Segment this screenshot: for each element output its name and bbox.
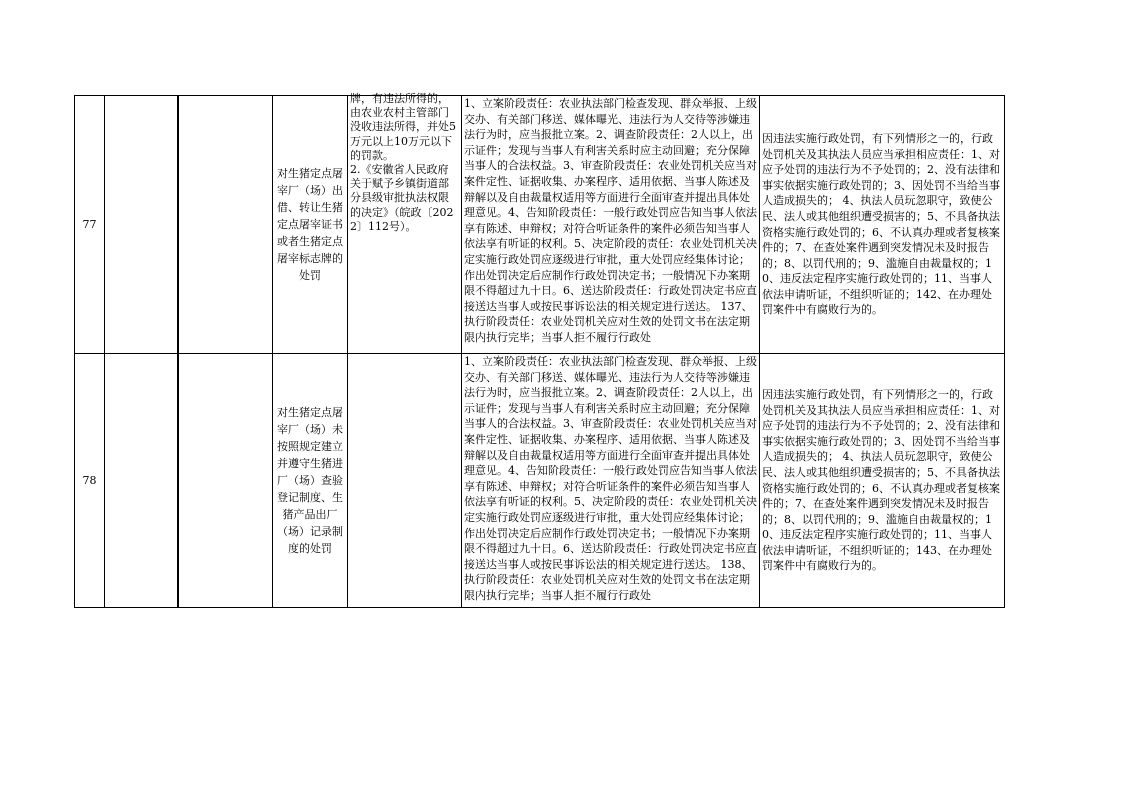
table-row [75, 354, 1005, 608]
legal-basis-cell[interactable] [348, 354, 462, 608]
table-row [75, 96, 1005, 354]
responsibility-text: 1、立案阶段责任：农业执法部门检查发现、群众举报、上级交办、有关部门移送、媒体曝光、违法行为人交待等涉嫌违法行为时，应当报批立案。2、调查阶段责任：2人以上，出示证件；发现与当事人有利害关系时应主动回避；充分保障当事人的合法权益。3、审查阶段责任：农业处罚机关应当对案件定性、证据收集、办案程序、适用依据、当事人陈述及辩解以及自由裁量权适用等方面进行全面审查并提出具体处理意见。4、告知阶段责任：一般行政处罚应告知当事人依法享有陈述、申辩权；对符合听证条件的案件必须告知当事人依法享有听证的权利。5、决定阶段的责任：农业处罚机关决定实施行政处罚应逐级进行审批，重大处罚应经集体讨论；作出处罚决定后应制作行政处罚决定书；一般情况下办案期限不得超过九十日。6、送达阶段责任：行政处罚决定书应直接送达当事人或按民事诉讼法的相关规定进行送达。 138、执行阶段责任：农业处罚机关应对生效的处罚文书在法定期限内执行完毕；当事人拒不履行行政处 [464, 355, 757, 602]
row-number-cell[interactable] [75, 96, 105, 354]
accountability-text: 因违法实施行政处罚，有下列情形之一的，行政处罚机关及其执法人员应当承担相应责任：1、对应予处罚的违法行为不予处罚的；2、没有法律和事实依据实施行政处罚的；3、因处罚不当给当事人造成损失的； 4、执法人员玩忽职守，致使公民、法人或其他组织遭受损害的；5、不具备执法资格实施行政处罚的；6、不认真办理或者复核案件的；7、在查处案件遇到突发情况未及时报告的；8、以罚代刑的；9、滥施自由裁量权的；10、违反法定程序实施行政处罚的；11、当事人依法申请听证，不组织听证的；142、在办理处罚案件中有腐败行为的。 [762, 131, 1000, 317]
responsibility-cell[interactable] [462, 96, 760, 354]
responsibility-cell[interactable] [462, 354, 760, 608]
item-name: 对生猪定点屠宰厂（场）未按照规定建立并遵守生猪进厂（场）查验登记制度、生猪产品出厂（场）记录制度的处罚 [277, 406, 343, 555]
legal-basis-cell[interactable] [348, 92, 462, 354]
accountability-cell[interactable] [760, 96, 1005, 354]
row-number: 78 [82, 474, 97, 487]
penalty-table [74, 92, 1005, 608]
accountability-cell[interactable] [760, 354, 1005, 608]
empty-cell[interactable] [105, 354, 179, 608]
row-number: 77 [82, 218, 97, 231]
item-name-cell[interactable] [273, 96, 348, 354]
empty-cell[interactable] [178, 96, 273, 354]
item-name-cell[interactable] [273, 354, 348, 608]
row-number-cell[interactable] [75, 354, 105, 608]
accountability-text: 因违法实施行政处罚，有下列情形之一的，行政处罚机关及其执法人员应当承担相应责任：1、对应予处罚的违法行为不予处罚的；2、没有法律和事实依据实施行政处罚的；3、因处罚不当给当事人造成损失的； 4、执法人员玩忽职守，致使公民、法人或其他组织遭受损害的；5、不具备执法资格实施行政处罚的；6、不认真办理或者复核案件的；7、在查处案件遇到突发情况未及时报告的；8、以罚代刑的；9、滥施自由裁量权的；10、违反法定程序实施行政处罚的；11、当事人依法申请听证，不组织听证的；143、在办理处罚案件中有腐败行为的。 [762, 387, 1000, 573]
empty-cell[interactable] [105, 96, 179, 354]
item-name: 对生猪定点屠宰厂（场）出借、转让生猪定点屠宰证书或者生猪定点屠宰标志牌的处罚 [277, 167, 343, 282]
responsibility-text: 1、立案阶段责任：农业执法部门检查发现、群众举报、上级交办、有关部门移送、媒体曝光、违法行为人交待等涉嫌违法行为时，应当报批立案。2、调查阶段责任：2人以上，出示证件；发现与当事人有利害关系时应主动回避；充分保障当事人的合法权益。3、审查阶段责任：农业处罚机关应当对案件定性、证据收集、办案程序、适用依据、当事人陈述及辩解以及自由裁量权适用等方面进行全面审查并提出具体处理意见。4、告知阶段责任：一般行政处罚应告知当事人依法享有陈述、申辩权；对符合听证条件的案件必须告知当事人依法享有听证的权利。5、决定阶段的责任：农业处罚机关决定实施行政处罚应逐级进行审批，重大处罚应经集体讨论；作出处罚决定后应制作行政处罚决定书；一般情况下办案期限不得超过九十日。6、送达阶段责任：行政处罚决定书应直接送达当事人或按民事诉讼法的相关规定进行送达。 137、执行阶段责任：农业处罚机关应对生效的处罚文书在法定期限内执行完毕；当事人拒不履行行政处 [464, 97, 757, 344]
legal-basis: 牌，有违法所得的，由农业农村主管部门没收违法所得，并处5万元以上10万元以下的罚款。 2.《安徽省人民政府关于赋予乡镇街道部分县级审批执法权限的决定》（皖政〔2022〕112号）。 [350, 92, 456, 233]
empty-cell[interactable] [178, 354, 273, 608]
